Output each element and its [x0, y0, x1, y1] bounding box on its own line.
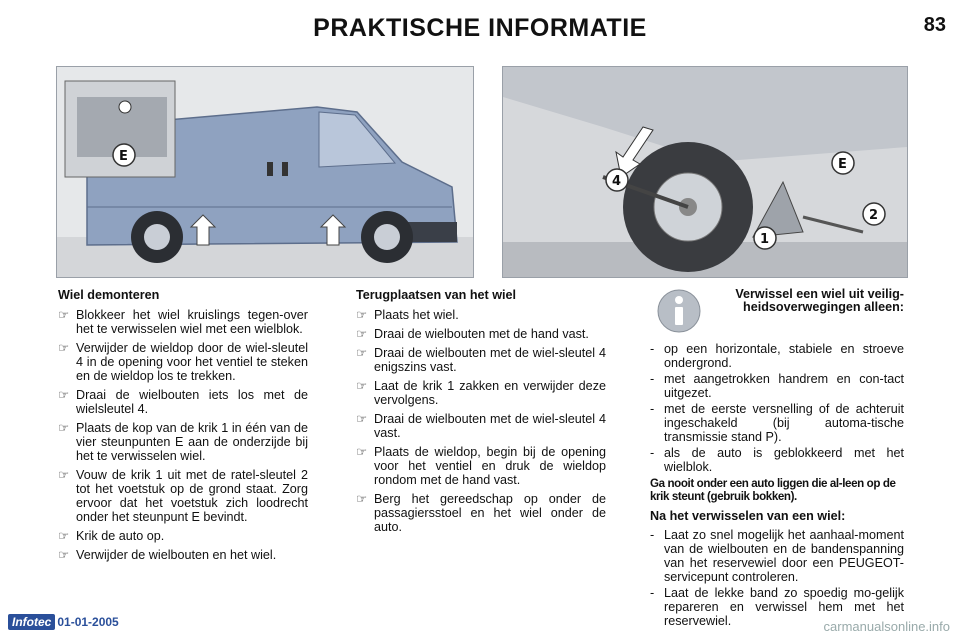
list-item-text: Verwijder de wieldop door de wiel-sleutel 4 in de opening voor het ventiel te steken en de wieldop los te trekken.: [76, 341, 308, 383]
hand-pointer-icon: ☞: [58, 341, 70, 355]
column-safety: [650, 288, 904, 630]
hand-pointer-icon: ☞: [58, 468, 70, 482]
hand-pointer-icon: ☞: [58, 388, 70, 402]
van-illustration: [56, 66, 474, 278]
jack-drawing: [503, 67, 907, 277]
list-item: [356, 445, 606, 487]
list-item-text: Vouw de krik 1 uit met de ratel-sleutel 2 tot het voetstuk op de grond staat. Zorg ervoor dat het voetstuk zich loodrecht onder het steunpunt E bevindt.: [76, 468, 308, 524]
hand-pointer-icon: ☞: [356, 445, 368, 459]
list-item-text: Draai de wielbouten met de wiel-sleutel 4 enigszins vast.: [374, 346, 606, 374]
list-item-text: met de eerste versnelling of de achteruit ingeschakeld (bij automa-tische transmissie stand P).: [664, 402, 904, 444]
list-item-text: Plaats de wieldop, begin bij de opening voor het ventiel en druk de wieldop rondom met de hand vast.: [374, 445, 606, 487]
list-item-text: Laat de krik 1 zakken en verwijder deze vervolgens.: [374, 379, 606, 407]
list-item-text: Laat de lekke band zo spoedig mo-gelijk repareren en verwissel hem met het reservewiel.: [664, 586, 904, 628]
page-number: 83: [923, 14, 946, 36]
list-item: [356, 346, 606, 374]
list-item: [58, 341, 308, 383]
column-remove-wheel: [58, 288, 308, 567]
van-drawing: [57, 67, 473, 277]
jack-illustration: [502, 66, 908, 278]
list-item: [58, 388, 308, 416]
dash-marker: -: [650, 402, 655, 416]
van-callout-e: E: [119, 149, 128, 164]
dash-marker: -: [650, 372, 655, 386]
hand-pointer-icon: ☞: [356, 327, 368, 341]
hand-pointer-icon: ☞: [356, 346, 368, 360]
list-item-text: met aangetrokken handrem en con-tact uitgezet.: [664, 372, 904, 400]
after-change-heading: Na het verwisselen van een wiel:: [650, 509, 846, 523]
tire-callout-e: E: [838, 157, 847, 172]
list-item-text: Krik de auto op.: [76, 529, 165, 543]
list-item-text: als de auto is geblokkeerd met het wielblok.: [664, 446, 904, 474]
list-item-text: Verwijder de wielbouten en het wiel.: [76, 548, 277, 562]
list-item-text: Berg het gereedschap op onder de passagiersstoel en het wiel onder de auto.: [374, 492, 606, 534]
column-refit-wheel: [356, 288, 606, 539]
remove-wheel-heading: Wiel demonteren: [58, 288, 160, 302]
list-item: [356, 412, 606, 440]
tire-callout-4: 4: [612, 174, 622, 189]
info-icon: [656, 288, 702, 334]
list-item-text: Blokkeer het wiel kruislings tegen-over het te verwisselen wiel met een wielblok.: [76, 308, 308, 336]
list-item: [650, 446, 904, 474]
hand-pointer-icon: ☞: [58, 308, 70, 322]
list-item-text: Plaats het wiel.: [374, 308, 459, 322]
list-item: [356, 327, 606, 341]
list-item-text: Draai de wielbouten iets los met de wielsleutel 4.: [76, 388, 308, 416]
refit-wheel-heading: Terugplaatsen van het wiel: [356, 288, 517, 302]
hand-pointer-icon: ☞: [58, 421, 70, 435]
list-item: [58, 308, 308, 336]
list-item-text: Draai de wielbouten met de wiel-sleutel 4 vast.: [374, 412, 606, 440]
list-item: [58, 548, 308, 562]
safety-title: Verwissel een wiel uit veilig-heidsoverwegingen alleen:: [735, 287, 904, 314]
dash-marker: -: [650, 446, 655, 460]
list-item: [650, 342, 904, 370]
tire-callout-2: 2: [869, 208, 879, 223]
safety-notice: [650, 288, 904, 334]
watermark: carmanualsonline.info: [823, 619, 950, 634]
edition-date: 01-01-2005: [57, 615, 119, 629]
list-item-text: Draai de wielbouten met de hand vast.: [374, 327, 589, 341]
footer: [8, 614, 119, 630]
hand-pointer-icon: ☞: [356, 492, 368, 506]
dash-marker: -: [650, 586, 655, 600]
list-item: [58, 468, 308, 524]
list-item: [650, 528, 904, 584]
list-item-text: Plaats de kop van de krik 1 in één van de vier steunpunten E aan de onderzijde bij het te verwisselen wiel.: [76, 421, 308, 463]
list-item: [58, 529, 308, 543]
hand-pointer-icon: ☞: [58, 529, 70, 543]
hand-pointer-icon: ☞: [58, 548, 70, 562]
tire-callout-1: 1: [760, 232, 770, 247]
list-item-text: Laat zo snel mogelijk het aanhaal-moment van de wielbouten en de bandenspanning van het reservewiel door een PEUGEOT-servicepunt controleren.: [664, 528, 904, 584]
hand-pointer-icon: ☞: [356, 412, 368, 426]
dash-marker: -: [650, 528, 655, 542]
hand-pointer-icon: ☞: [356, 308, 368, 322]
hand-pointer-icon: ☞: [356, 379, 368, 393]
warning-text: Ga nooit onder een auto liggen die al-leen op de krik steunt (gebruik bokken).: [650, 477, 896, 503]
list-item-text: op een horizontale, stabiele en stroeve ondergrond.: [664, 342, 904, 370]
list-item: [356, 308, 606, 322]
list-item: [58, 421, 308, 463]
list-item: [356, 379, 606, 407]
brand-logo: Infotec: [8, 614, 55, 630]
list-item: [650, 372, 904, 400]
list-item: [650, 402, 904, 444]
page-title: PRAKTISCHE INFORMATIE: [313, 14, 647, 42]
list-item: [356, 492, 606, 534]
dash-marker: -: [650, 342, 655, 356]
